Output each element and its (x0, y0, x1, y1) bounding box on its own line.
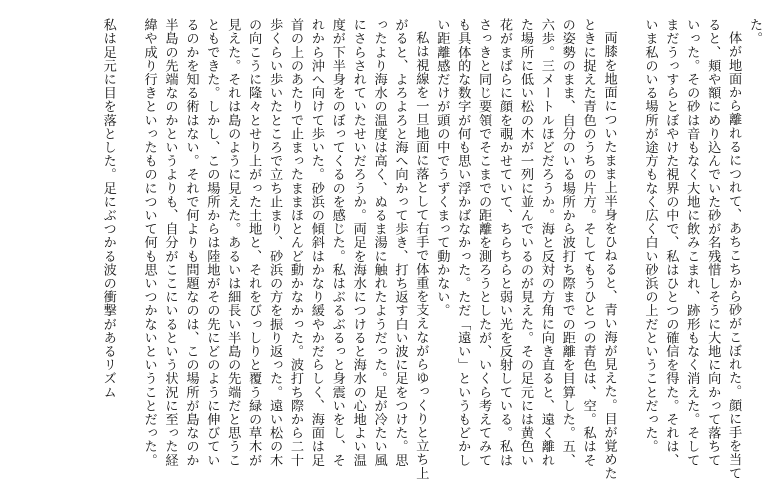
paragraph-4: 私は視線を一旦地面に落として右手で体重を支えながらゆっくりと立ち上がると、よろよろと海へ向かって歩き、打ち返す白い波に足をつけた。思ったより海水の温度は高く、ぬるま湯に触れたようだった。足が冷たい風にさらされていたせいだろうか。両足を海水につけると海水の心地よい温度が下半身をのぼってくるのを感じた。私はぶるぶるっと身震いをし、それから沖へ向けて歩いた。砂浜の傾斜はかなり緩やかだらしく、海面は足首の上のあたりで止まったままほとんど動かなかった。波打ち際から二十歩くらい歩いたところで立ち止まり、砂浜の方を振り返った。遠い松の木の向こうに隆々とせり上がった土地と、それをびっしりと覆う緑の草木が見えた。それは島のように見えた。あるいは細長い半島の先端だと思うこともできた。しかし、この場所からは陸地がその先にどのように伸びているのかを知る術はない。それで何よりも問題なのは、この場所が島なのか半島の先端なのかというよりも、自分がここにいるという状況に至った経緯や成り行きといったものについて何も思いつかないということだった。 (141, 18, 429, 480)
vertical-text-body (4, 18, 764, 480)
paragraph-1: た。 (747, 18, 762, 46)
paragraph-5: 私は足元に目を落とした。足にぶつかる波の衝撃があるリズム (100, 18, 116, 399)
paragraph-2: 体が地面から離れるにつれて、あちこちから砂がこぼれた。顔に手を当てると、頬や額にめり込んでいた砂が名残惜しそうに大地に向かって落ちていった。その砂は音もなく大地に飲みこまれ、跡形もなく消えた。そしてまだうっすらとぼやけた視界の中で、私はひとつの確信を得た。それは、いま私のいる場所が途方もなく広く白い砂浜の上だということだった。 (642, 18, 742, 480)
paragraph-3: 両膝を地面についたまま上半身をひねると、青い海が見えた。目が覚めたときに捉えた青色のうちの片方。そしてもうひとつの青色は、空。私はその姿勢のまま、自分のいる場所から波打ち際までの距離を目算した。五、六歩。三メートルほどだろうか。海と反対の方角に向き直ると、遠く離れた場所に低い松の木が一列に並んでいるのが見えた。その足元には黄色い花がまばらに顔を覗かせていて、ちらちらと弱い光を反射している。私はさっきと同じ要領でそこまでの距離を測ろうとしたが、いくら考えてみても具体的な数字が何も思い浮かばなかった。ただ「遠い」というもどかしい距離感だけが頭の中でうずくまって動かない。 (434, 18, 617, 480)
